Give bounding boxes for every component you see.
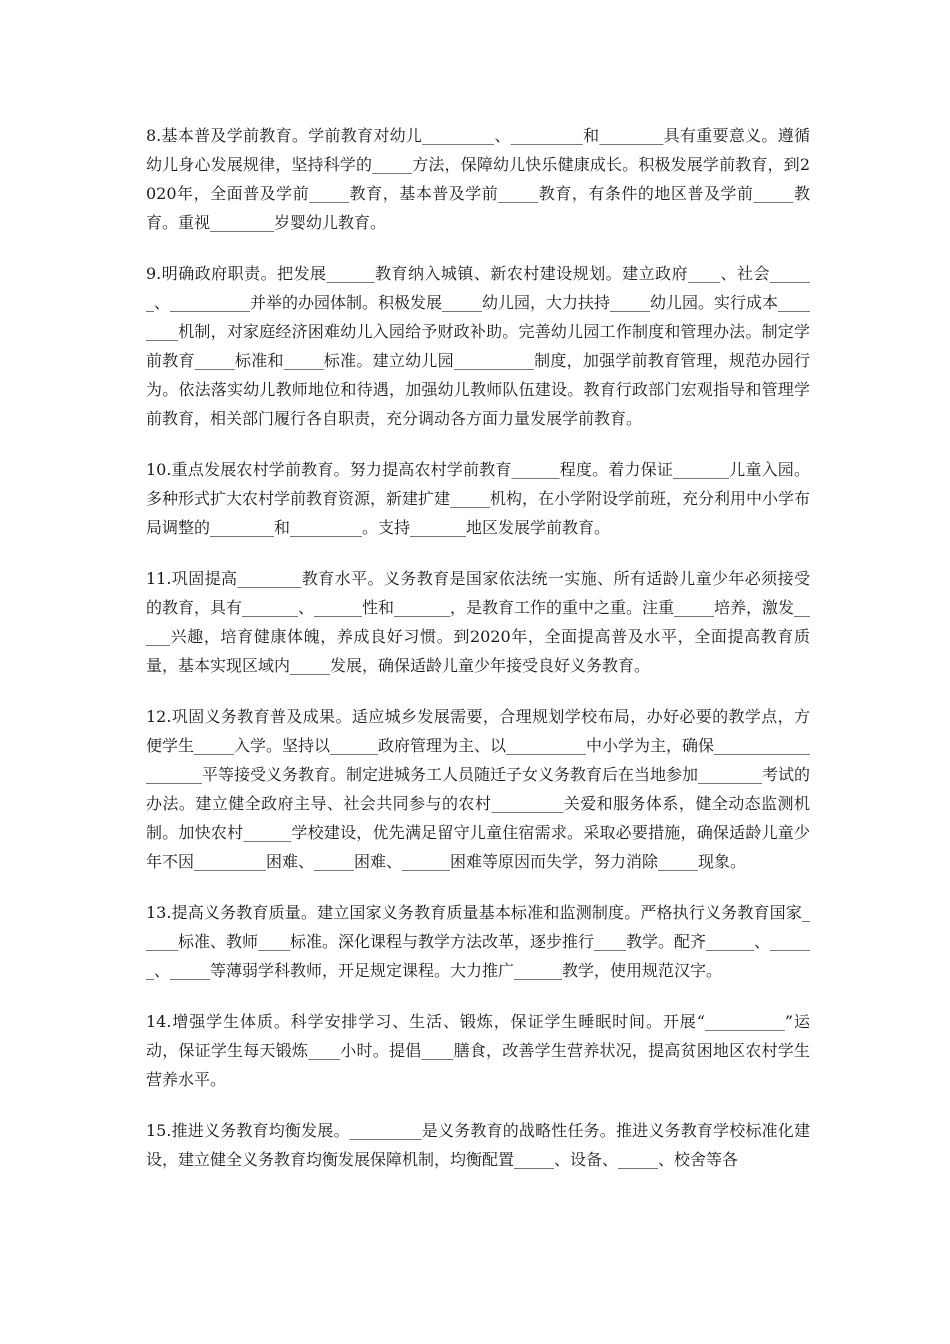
document-body: [146, 121, 810, 1196]
paragraph-8: 8.基本普及学前教育。学前教育对幼儿_________、_________和________具有重要意义。遵循幼儿身心发展规律，坚持科学的_____方法，保障幼儿快乐健康成长。积极发展学前教育，到2020年，全面普及学前_____教育，基本普及学前_____教育，有条件的地区普及学前_____教育。重视________岁婴幼儿教育。: [146, 126, 810, 232]
paragraph-14: 14.增强学生体质。科学安排学习、生活、锻炼，保证学生睡眠时间。开展“__________”运动，保证学生每天锻炼____小时。提倡____膳食，改善学生营养状况，提高贫困地区农村学生营养水平。: [146, 1012, 810, 1089]
paragraph-11: 11.巩固提高________教育水平。义务教育是国家依法统一实施、所有适龄儿童少年必须接受的教育，具有_______、______性和_______，是教育工作的重中之重。注重_____培养，激发_____兴趣，培育健康体魄，养成良好习惯。到2020年，全面提高普及水平，全面提高教育质量，基本实现区域内_____发展，确保适龄儿童少年接受良好义务教育。: [146, 569, 811, 675]
paragraph-13: 13.提高义务教育质量。建立国家义务教育质量基本标准和监测制度。严格执行义务教育国家_____标准、教师____标准。深化课程与教学方法改革，逐步推行____教学。配齐______、______、_____等薄弱学科教师，开足规定课程。大力推广______教学，使用规范汉字。: [146, 903, 811, 980]
paragraph-12: 12.巩固义务教育普及成果。适应城乡发展需要，合理规划学校布局，办好必要的教学点，方便学生_____入学。坚持以______政府管理为主、以__________中小学为主，确保___________________平等接受义务教育。制定进城务工人员随迁子女义务教育后在当地参加________考试的办法。建立健全政府主导、社会共同参与的农村_________关爱和服务体系，健全动态监测机制。加快农村______学校建设，优先满足留守儿童住宿需求。采取必要措施，确保适龄儿童少年不因_________困难、_____困难、______困难等原因而失学，努力消除_____现象。: [146, 707, 811, 871]
paragraph-15: 15.推进义务教育均衡发展。_________是义务教育的战略性任务。推进义务教育学校标准化建设，建立健全义务教育均衡发展保障机制，均衡配置_____、设备、_____、校舍等各: [146, 1121, 810, 1169]
paragraph-9: 9.明确政府职责。把发展______教育纳入城镇、新农村建设规划。建立政府____、社会______、__________并举的办园体制。积极发展_____幼儿园，大力扶持_____幼儿园。实行成本________机制，对家庭经济困难幼儿入园给予财政补助。完善幼儿园工作制度和管理办法。制定学前教育_____标准和_____标准。建立幼儿园__________制度，加强学前教育管理，规范办园行为。依法落实幼儿教师地位和待遇，加强幼儿教师队伍建设。教育行政部门宏观指导和管理学前教育，相关部门履行各自职责，充分调动各方面力量发展学前教育。: [146, 264, 811, 428]
paragraph-10: 10.重点发展农村学前教育。努力提高农村学前教育______程度。着力保证_______儿童入园。多种形式扩大农村学前教育资源，新建扩建_____机构，在小学附设学前班，充分利用中小学布局调整的________和_________。支持_______地区发展学前教育。: [146, 460, 811, 537]
